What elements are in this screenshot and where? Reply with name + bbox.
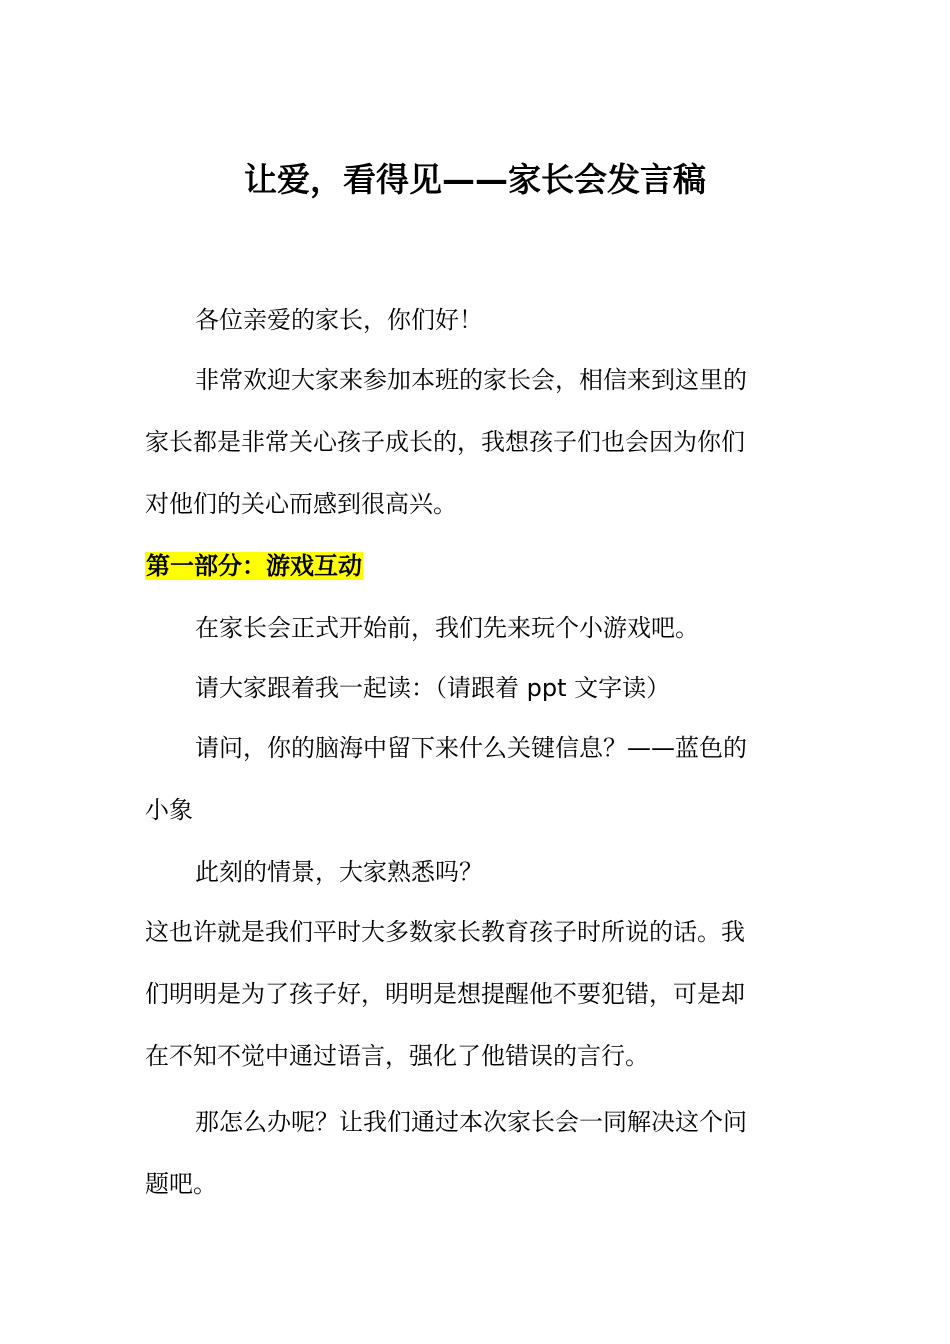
welcome-line-3: 对他们的关心而感到很高兴。: [145, 490, 457, 518]
welcome-paragraph: [145, 349, 810, 535]
section-heading: [145, 548, 363, 584]
game-intro-paragraph: 在家长会正式开始前，我们先来玩个小游戏吧。: [195, 614, 699, 642]
reflection-line-3: 在不知不觉中通过语言，强化了他错误的言行。: [145, 1042, 649, 1070]
familiar-paragraph: 此刻的情景，大家熟悉吗？: [195, 858, 483, 886]
solution-paragraph: [145, 1091, 810, 1215]
welcome-line-1: 非常欢迎大家来参加本班的家长会，相信来到这里的: [195, 366, 747, 394]
reflection-line-1: 这也许就是我们平时大多数家长教育孩子时所说的话。我: [145, 918, 745, 946]
solution-line-1: 那怎么办呢？让我们通过本次家长会一同解决这个问: [195, 1108, 747, 1136]
page-title: 让爱，看得见——家长会发言稿: [244, 160, 706, 199]
reflection-paragraph: [145, 901, 810, 1087]
question-line-2: 小象: [145, 796, 193, 824]
question-line-1: 请问，你的脑海中留下来什么关键信息？——蓝色的: [195, 734, 747, 762]
read-instruction-paragraph: 请大家跟着我一起读：（请跟着 ppt 文字读）: [195, 674, 671, 702]
question-paragraph: [145, 717, 810, 841]
section-heading-highlight: 第一部分：游戏互动: [146, 552, 362, 580]
solution-line-2: 题吧。: [145, 1170, 217, 1198]
welcome-line-2: 家长都是非常关心孩子成长的，我想孩子们也会因为你们: [145, 428, 745, 456]
reflection-line-2: 们明明是为了孩子好，明明是想提醒他不要犯错，可是却: [145, 980, 745, 1008]
greeting-paragraph: 各位亲爱的家长，你们好！: [195, 306, 483, 334]
